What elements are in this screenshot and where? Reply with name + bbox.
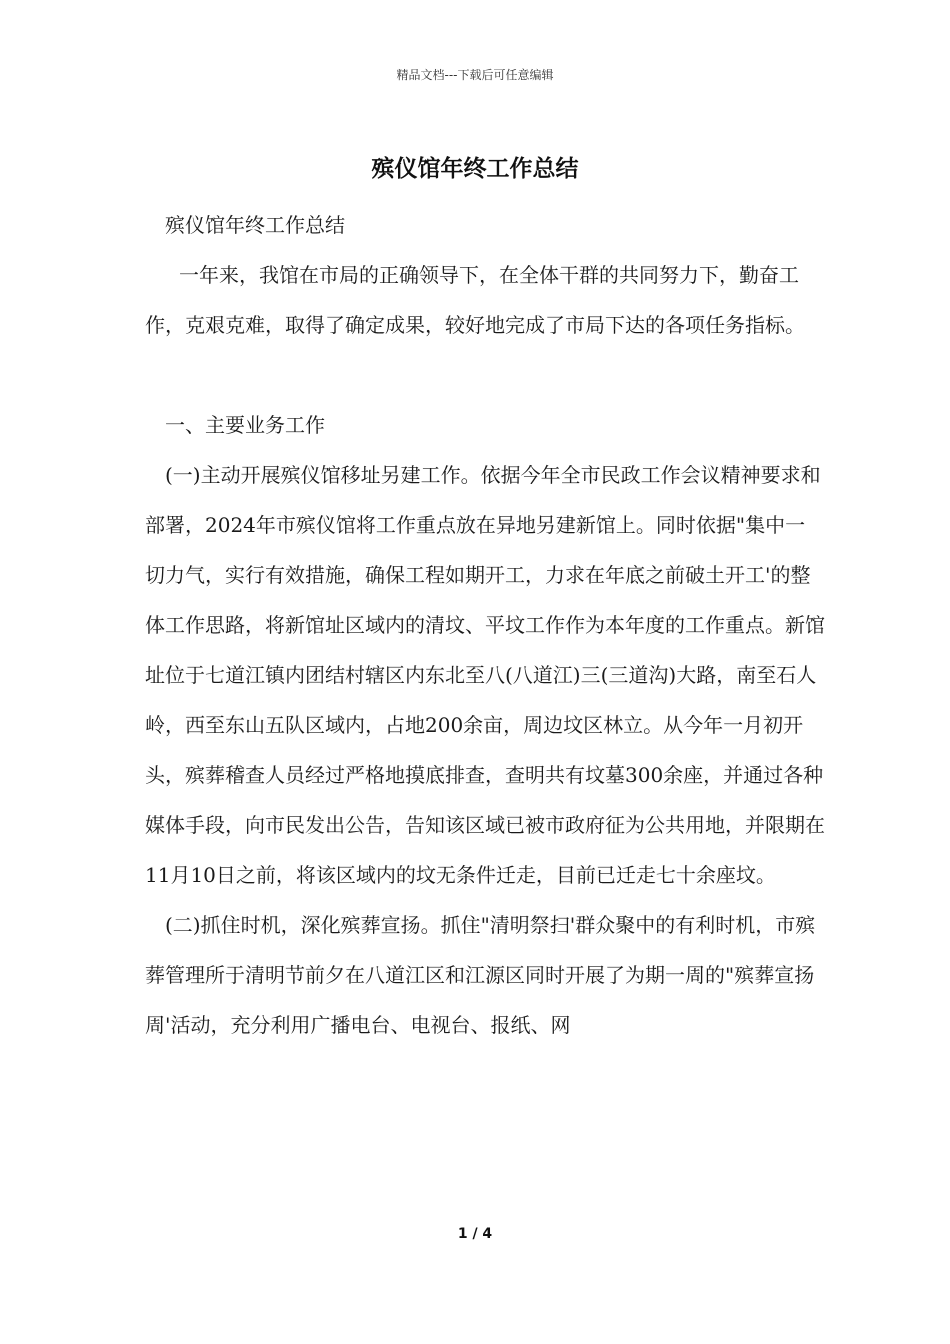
intro-paragraph: 一年来，我馆在市局的正确领导下，在全体干群的共同努力下，勤奋工作，克艰克难，取得了确定成果，较好地完成了市局下达的各项任务指标。 bbox=[145, 263, 805, 337]
document-body bbox=[145, 200, 825, 1050]
document-subtitle: 殡仪馆年终工作总结 bbox=[165, 213, 345, 237]
page-header-note: 精品文档---下载后可任意编辑 bbox=[396, 68, 554, 82]
item-paragraph-1: (一)主动开展殡仪馆移址另建工作。依据今年全市民政工作会议精神要求和部署，2024年市殡仪馆将工作重点放在异地另建新馆上。同时依据"集中一切力气，实行有效措施，确保工程如期开工，力求在年底之前破土开工'的整体工作思路，将新馆址区域内的清坟、平坟工作作为本年度的工作重点。新馆址位于七道江镇内团结村辖区内东北至八(八道江)三(三道沟)大路，南至石人岭，西至东山五队区域内，占地200余亩，周边坟区林立。从今年一月初开头，殡葬稽查人员经过严格地摸底排查，查明共有坟墓300余座，并通过各种媒体手段，向市民发出公告，告知该区域已被市政府征为公共用地，并限期在11月10日之前，将该区域内的坟无条件迁走，目前已迁走七十余座坟。 bbox=[145, 463, 825, 887]
item-paragraph-2: (二)抓住时机，深化殡葬宣扬。抓住"清明祭扫'群众聚中的有利时机，市殡葬管理所于清明节前夕在八道江区和江源区同时开展了为期一周的"殡葬宣扬周'活动，充分利用广播电台、电视台、报纸、网 bbox=[145, 913, 816, 1037]
paragraph-gap bbox=[145, 350, 825, 400]
document-title: 殡仪馆年终工作总结 bbox=[371, 155, 579, 182]
page-number: 1 / 4 bbox=[457, 1226, 493, 1242]
section-heading: 一、主要业务工作 bbox=[165, 413, 325, 437]
